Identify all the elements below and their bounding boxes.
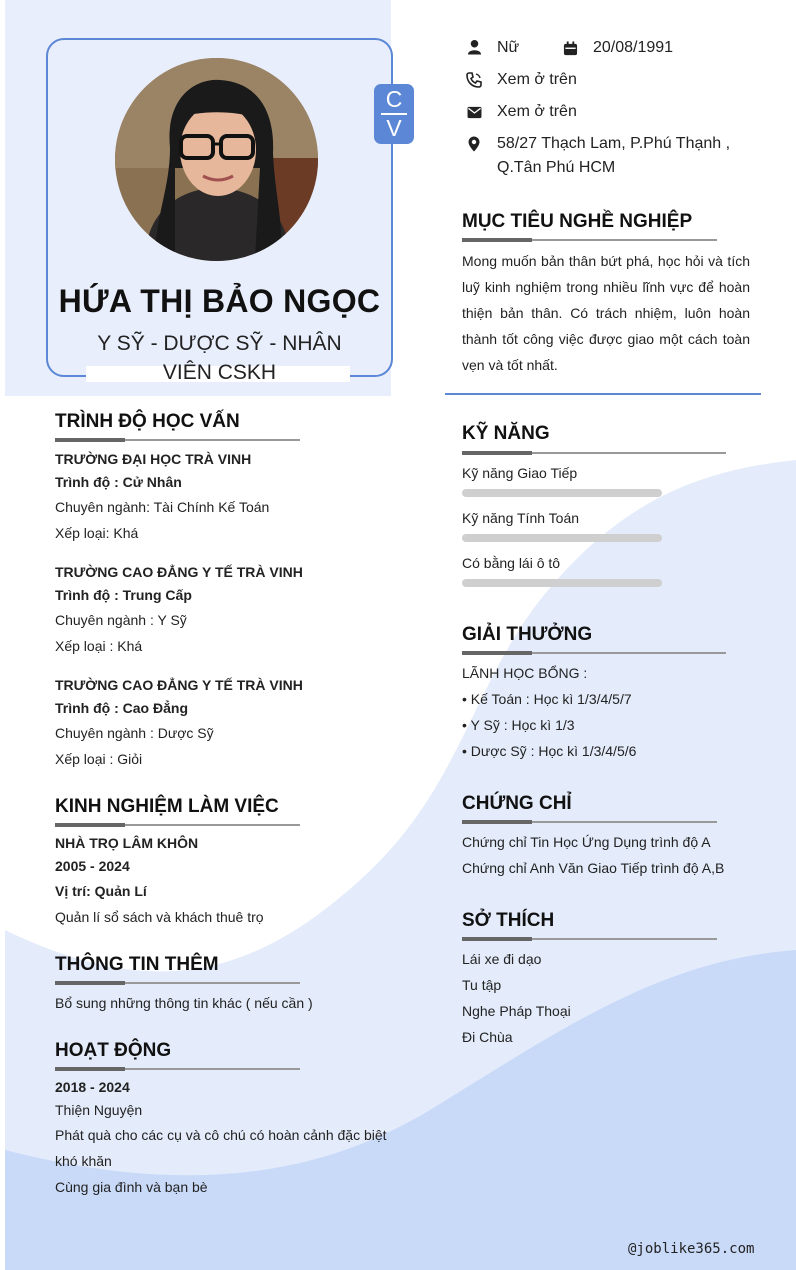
location-icon [466, 136, 482, 152]
objective-line: luỹ kinh nghiệm trong nhiều lĩnh vực để hoàn [462, 279, 750, 295]
skill-label: Kỹ năng Giao Tiếp [462, 465, 578, 481]
education-title: TRÌNH ĐỘ HỌC VẤN [55, 411, 240, 432]
activity-line: Phát quà cho các cụ và cô chú có hoàn cảnh đặc biệt [55, 1127, 387, 1143]
experience-period: 2005 - 2024 [55, 858, 130, 874]
education-grade: Xếp loại : Giỏi [55, 751, 143, 767]
activity-name: Thiện Nguyện [55, 1102, 143, 1118]
school-name: TRƯỜNG CAO ĐẲNG Y TẾ TRÀ VINH [55, 564, 303, 580]
certificates-rule [462, 820, 717, 824]
objective-line: thiện bản thân. Có trách nhiệm, luôn hoàn [462, 305, 750, 321]
certificate-item: Chứng chỉ Anh Văn Giao Tiếp trình độ A,B [462, 860, 725, 876]
award-item: • Dược Sỹ : Học kì 1/3/4/5/6 [462, 743, 637, 759]
hobby-item: Đi Chùa [462, 1029, 513, 1045]
cv-badge-letter-c: C [385, 86, 403, 112]
skill-fill [462, 534, 662, 542]
birthday-text: 20/08/1991 [593, 39, 674, 56]
education-major: Chuyên ngành : Dược Sỹ [55, 725, 214, 741]
skill-fill [462, 579, 662, 587]
awards-title: GIẢI THƯỞNG [462, 624, 593, 645]
objective-title: MỤC TIÊU NGHỀ NGHIỆP [462, 211, 693, 232]
skill-label: Kỹ năng Tính Toán [462, 510, 580, 526]
hobby-item: Lái xe đi dạo [462, 951, 542, 967]
address-text: 58/27 Thạch Lam, P.Phú Thạnh , Q.Tân Phú HCM [497, 135, 731, 176]
education-major: Chuyên ngành : Y Sỹ [55, 612, 187, 628]
certificate-item: Chứng chỉ Tin Học Ứng Dụng trình độ A [462, 834, 711, 850]
objective-line: Mong muốn bản thân bứt phá, học hỏi và tích [462, 253, 750, 269]
objective-line: thành tốt công việc được giao một cách toàn [462, 331, 750, 347]
company-name: NHÀ TRỌ LÂM KHÔN [55, 835, 199, 851]
education-level: Trình độ : Cử Nhân [55, 474, 182, 490]
cv-badge-letter-v: V [386, 115, 402, 141]
hobbies-title: SỞ THÍCH [462, 910, 555, 931]
awards-rule [462, 651, 726, 655]
hobbies-rule [462, 937, 717, 941]
experience-position: Vị trí: Quản Lí [55, 883, 147, 899]
activity-line: khó khăn [55, 1153, 112, 1169]
additional-rule [55, 981, 300, 985]
objective-rule [462, 238, 717, 242]
phone-text: Xem ở trên [497, 71, 577, 88]
activities-title: HOẠT ĐỘNG [55, 1040, 172, 1061]
award-item: • Y Sỹ : Học kì 1/3 [462, 717, 575, 733]
experience-rule [55, 823, 300, 827]
activities-rule [55, 1067, 300, 1071]
cv-badge [374, 84, 414, 144]
education-grade: Xếp loại: Khá [55, 525, 139, 541]
experience-title: KINH NGHIỆM LÀM VIỆC [55, 796, 279, 817]
skills-rule [462, 451, 726, 455]
activity-period: 2018 - 2024 [55, 1079, 130, 1095]
avatar [115, 58, 318, 261]
user-icon [466, 39, 482, 55]
objective-line: vẹn và tốt nhất. [462, 357, 558, 373]
email-text: Xem ở trên [497, 103, 577, 120]
skill-label: Có bằng lái ô tô [462, 555, 561, 571]
mail-icon [466, 104, 482, 120]
education-grade: Xếp loại : Khá [55, 638, 143, 654]
activity-line: Cùng gia đình và bạn bè [55, 1179, 208, 1195]
school-name: TRƯỜNG ĐẠI HỌC TRÀ VINH [55, 451, 252, 467]
school-name: TRƯỜNG CAO ĐẲNG Y TẾ TRÀ VINH [55, 677, 303, 693]
education-rule [55, 438, 300, 442]
objective-text [462, 248, 750, 378]
education-level: Trình độ : Cao Đẳng [55, 700, 188, 716]
gender-text: Nữ [497, 39, 520, 56]
award-item: LÃNH HỌC BỔNG : [462, 665, 588, 681]
footer-watermark: @joblike365.com [628, 1241, 755, 1257]
phone-icon [466, 72, 482, 88]
hobby-item: Nghe Pháp Thoại [462, 1003, 571, 1019]
additional-text: Bổ sung những thông tin khác ( nếu cần ) [55, 995, 313, 1011]
award-item: • Kế Toán : Học kì 1/3/4/5/7 [462, 691, 632, 707]
experience-description: Quản lí sổ sách và khách thuê trọ [55, 909, 264, 925]
full-name: HỨA THỊ BẢO NGỌC [58, 283, 381, 319]
calendar-icon [562, 40, 578, 56]
education-level: Trình độ : Trung Cấp [55, 587, 192, 603]
skill-bar [462, 534, 662, 542]
skill-fill [462, 489, 662, 497]
hobby-item: Tu tập [462, 977, 502, 993]
skill-bar [462, 579, 662, 587]
right-divider [445, 393, 761, 395]
additional-title: THÔNG TIN THÊM [55, 954, 219, 975]
skills-title: KỸ NĂNG [462, 423, 550, 444]
certificates-title: CHỨNG CHỈ [462, 793, 572, 814]
job-title: Y SỸ - DƯỢC SỸ - NHÂN VIÊN CSKH [97, 332, 342, 384]
education-major: Chuyên ngành: Tài Chính Kế Toán [55, 499, 270, 515]
skill-bar [462, 489, 662, 497]
